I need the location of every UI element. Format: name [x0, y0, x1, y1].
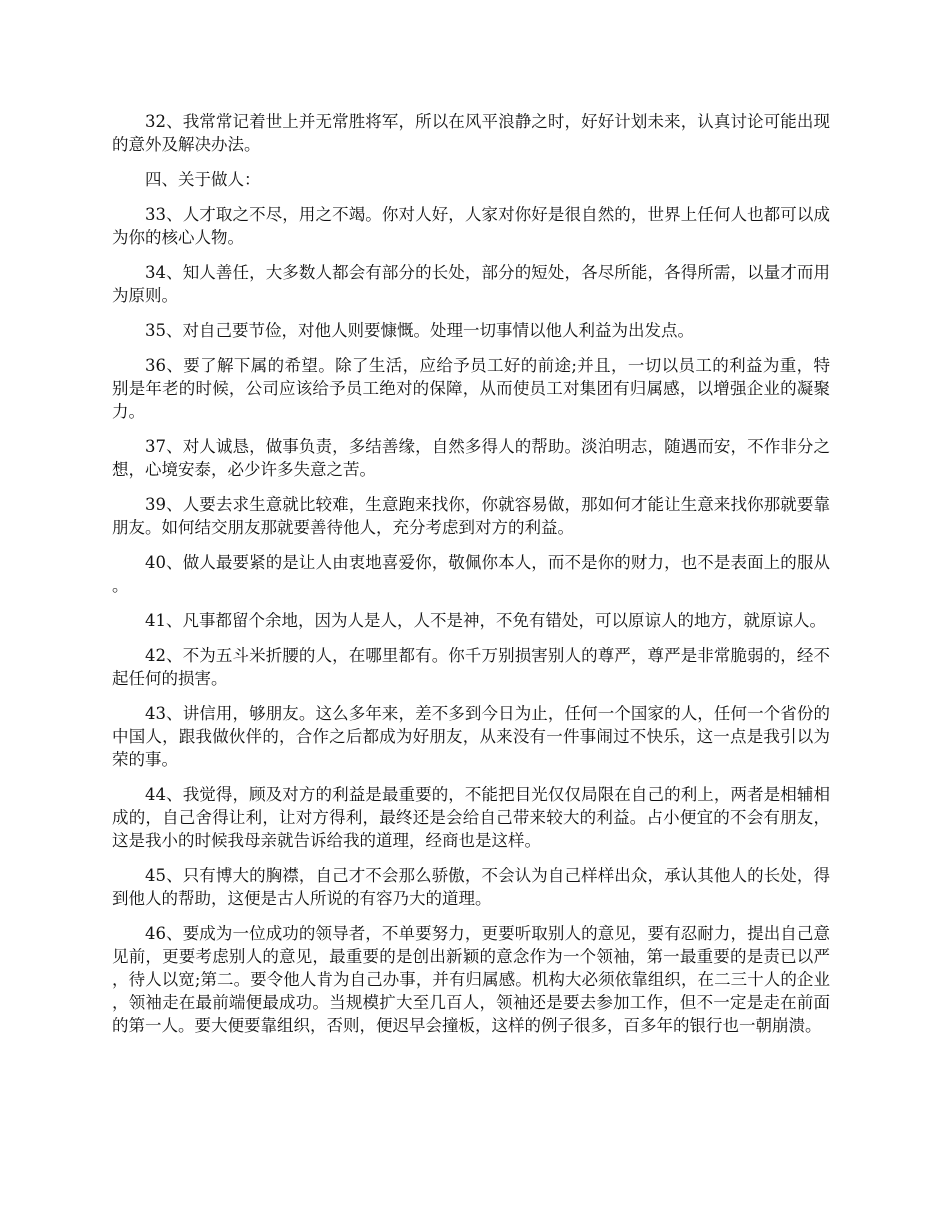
paragraph-34: 34、知人善任，大多数人都会有部分的长处，部分的短处，各尽所能，各得所需，以量才而用为原则。: [112, 263, 830, 305]
paragraph-46: 46、要成为一位成功的领导者，不单要努力，更要听取别人的意见，要有忍耐力，提出自己意见前，更要考虑别人的意见，最重要的是创出新颖的意念作为一个领袖，第一最重要的是责已以严，待人以宽;第二。要令他人肯为自己办事，并有归属感。机构大必须依靠组织，在二三十人的企业，领袖走在最前端便最成功。当规模扩大至几百人，领袖还是要去参加工作，但不一定是走在前面的第一人。要大便要靠组织，否则，便迟早会撞板，这样的例子很多，百多年的银行也一朝崩溃。: [112, 924, 830, 1035]
paragraph-42: 42、不为五斗米折腰的人，在哪里都有。你千万别损害别人的尊严，尊严是非常脆弱的，经不起任何的损害。: [112, 646, 830, 688]
paragraph-37: 37、对人诚恳，做事负责，多结善缘，自然多得人的帮助。淡泊明志，随遇而安，不作非分之想，心境安泰，必少许多失意之苦。: [112, 437, 830, 479]
paragraph-32: 32、我常常记着世上并无常胜将军，所以在风平浪静之时，好好计划未来，认真讨论可能出现的意外及解决办法。: [112, 112, 830, 154]
paragraph-41: 41、凡事都留个余地，因为人是人，人不是神，不免有错处，可以原谅人的地方，就原谅人。: [145, 611, 826, 630]
section-heading-about-conduct: 四、关于做人：: [145, 170, 261, 189]
paragraph-44: 44、我觉得，顾及对方的利益是最重要的，不能把目光仅仅局限在自己的利上，两者是相辅相成的，自己舍得让利，让对方得利，最终还是会给自己带来较大的利益。占小便宜的不会有朋友，这是我小的时候我母亲就告诉给我的道理，经商也是这样。: [112, 785, 830, 850]
paragraph-40: 40、做人最要紧的是让人由衷地喜爱你，敬佩你本人，而不是你的财力，也不是表面上的服从。: [112, 553, 830, 595]
paragraph-45: 45、只有博大的胸襟，自己才不会那么骄傲，不会认为自己样样出众，承认其他人的长处，得到他人的帮助，这便是古人所说的有容乃大的道理。: [112, 866, 830, 908]
paragraph-39: 39、人要去求生意就比较难，生意跑来找你，你就容易做，那如何才能让生意来找你那就要靠朋友。如何结交朋友那就要善待他人，充分考虑到对方的利益。: [112, 495, 830, 537]
paragraph-35: 35、对自己要节俭，对他人则要慷慨。处理一切事情以他人利益为出发点。: [145, 321, 694, 340]
paragraph-36: 36、要了解下属的希望。除了生活，应给予员工好的前途;并且，一切以员工的利益为重，特别是年老的时候，公司应该给予员工绝对的保障，从而使员工对集团有归属感，以增强企业的凝聚力。: [112, 356, 830, 421]
document-body: [112, 110, 830, 1049]
paragraph-43: 43、讲信用，够朋友。这么多年来，差不多到今日为止，任何一个国家的人，任何一个省份的中国人，跟我做伙伴的，合作之后都成为好朋友，从来没有一件事闹过不快乐，这一点是我引以为荣的事。: [112, 704, 830, 769]
paragraph-33: 33、人才取之不尽，用之不竭。你对人好，人家对你好是很自然的，世界上任何人也都可以成为你的核心人物。: [112, 205, 830, 247]
